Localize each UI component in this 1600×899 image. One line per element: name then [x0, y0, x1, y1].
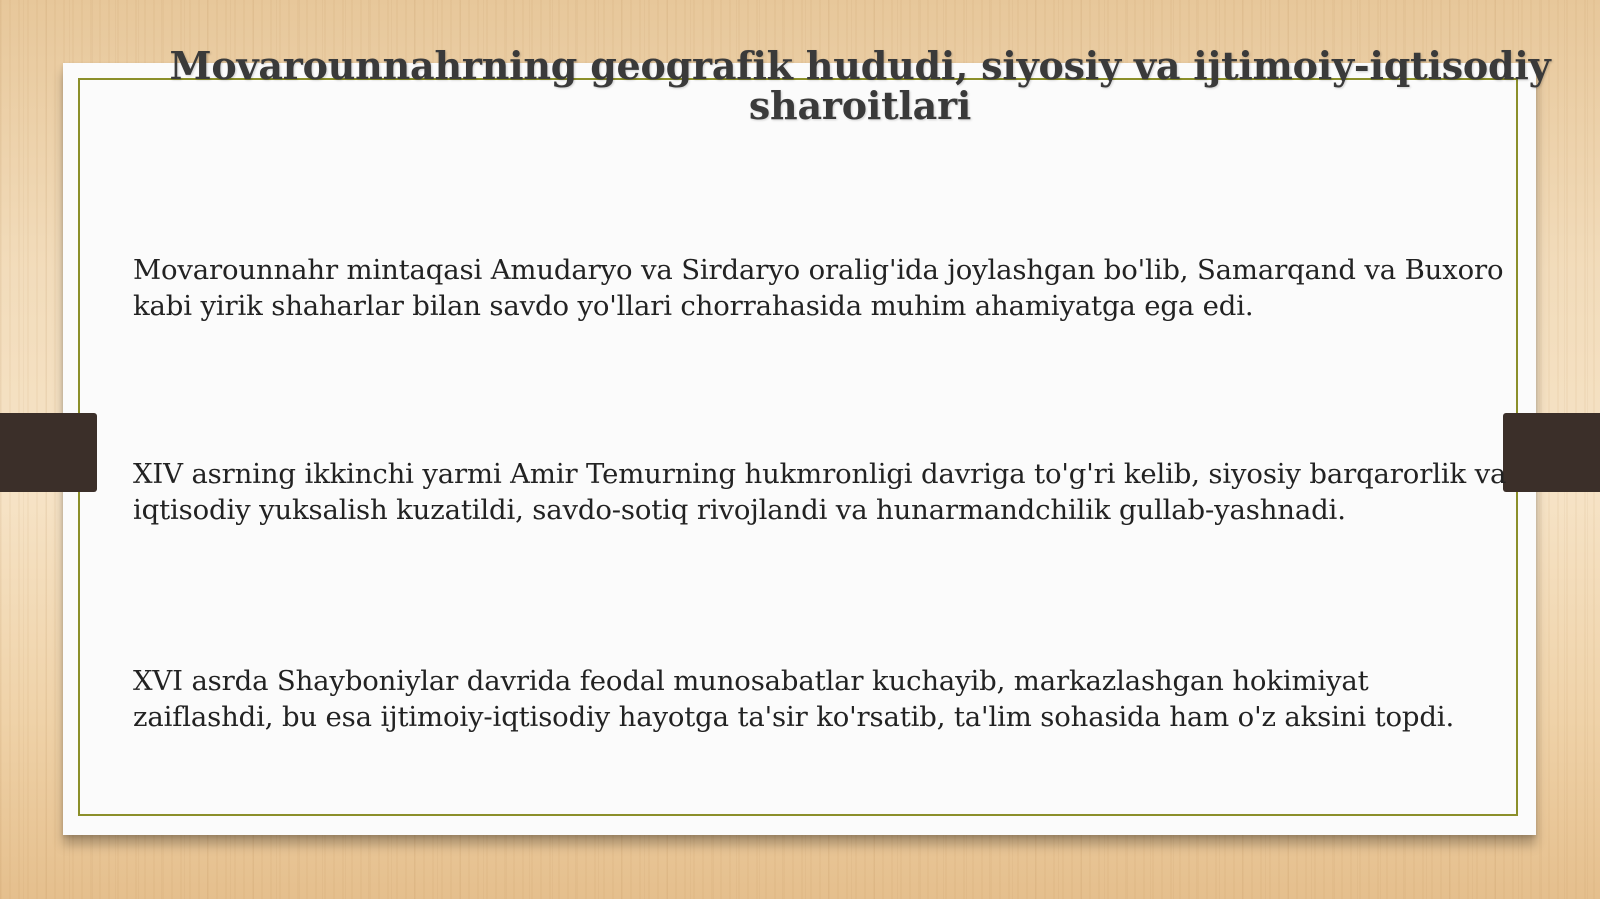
paragraph-geography: Movarounnahr mintaqasi Amudaryo va Sirdaryo oralig'ida joylashgan bo'lib, Samarqand va Buxoro kabi yirik shaharlar bilan savdo yo'llari chorrahasida muhim ahamiyatga ega edi.	[133, 254, 1504, 322]
paragraph-temur-era: XIV asrning ikkinchi yarmi Amir Temurning hukmronligi davriga to'g'ri kelib, siyosiy barqarorlik va iqtisodiy yuksalish kuzatildi, savdo-sotiq rivojlandi va hunarmandchilik gullab-yashnadi.	[133, 458, 1507, 526]
left-clip	[0, 413, 97, 492]
paragraph-shaybanid-era: XVI asrda Shayboniylar davrida feodal munosabatlar kuchayib, markazlashgan hokimiyat zaiflashdi, bu esa ijtimoiy-iqtisodiy hayotga ta'sir ko'rsatib, ta'lim sohasida ham o'z aksini topdi.	[133, 665, 1455, 733]
right-clip	[1503, 413, 1600, 492]
slide-title: Movarounnahrning geografik hududi, siyosiy va ijtimoiy-iqtisodiy sharoitlari	[169, 43, 1551, 128]
